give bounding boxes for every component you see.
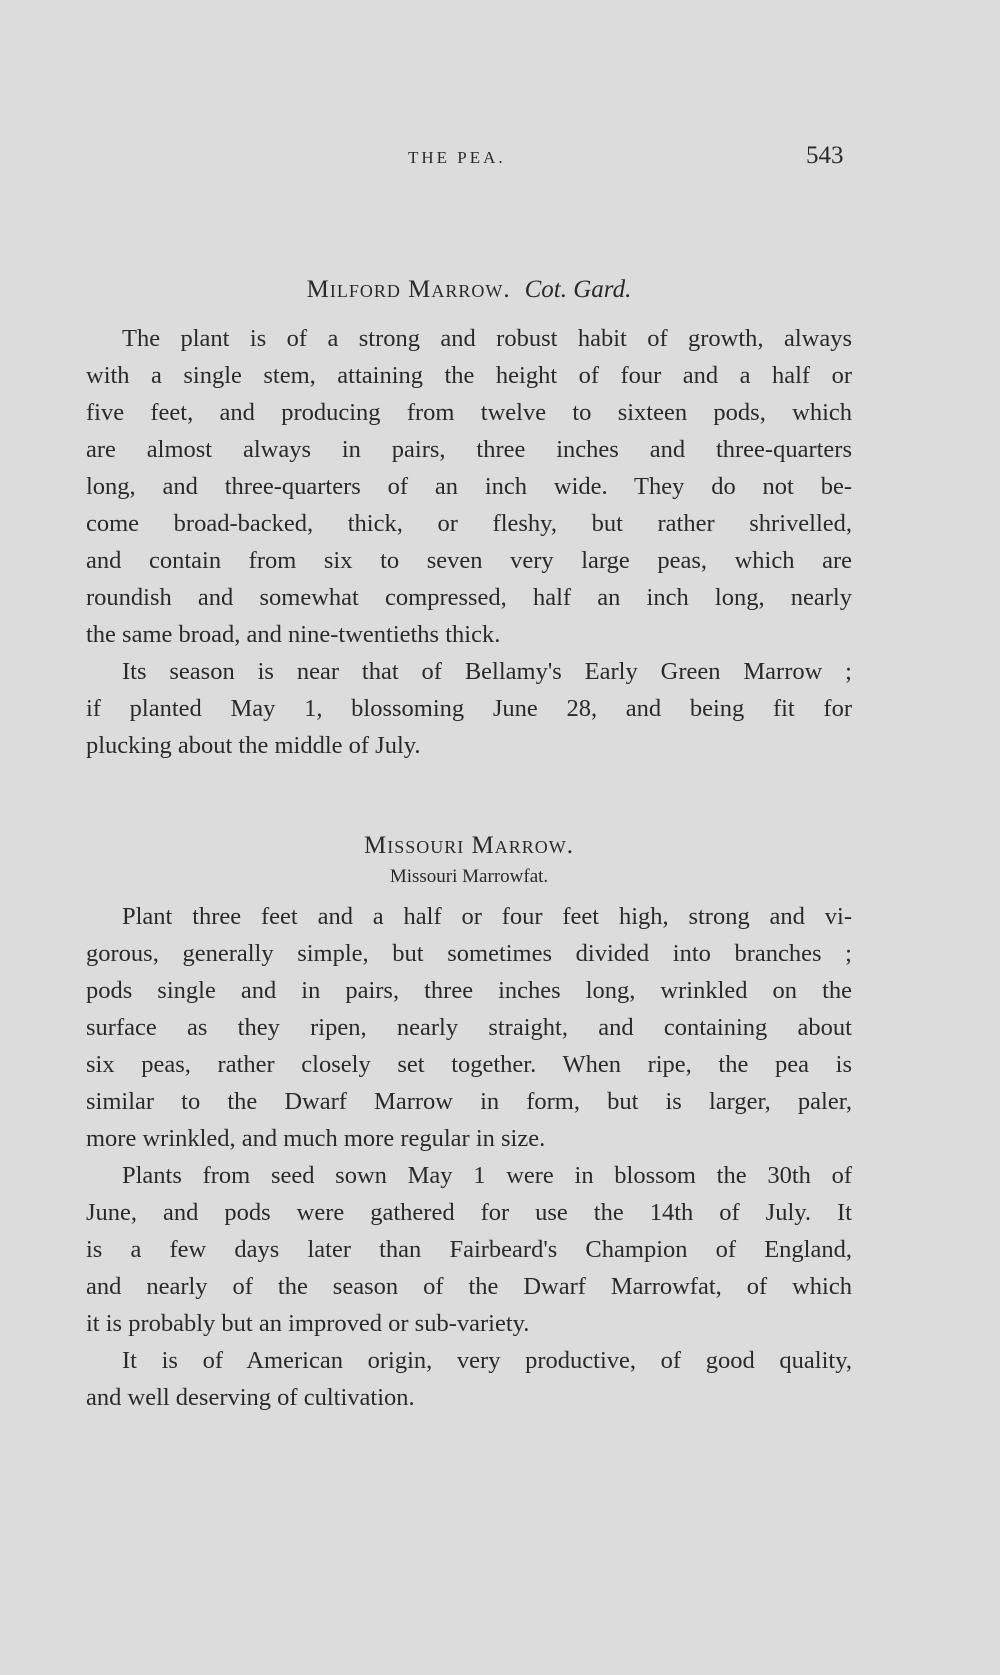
heading-title: Milford Marrow. (306, 276, 511, 303)
section-body (86, 898, 852, 1416)
section-heading (86, 276, 852, 304)
paragraph (86, 898, 852, 1157)
paragraph (86, 653, 852, 764)
text-line: it is probably but an improved or sub-variety. (86, 1310, 530, 1337)
text-line: if planted May 1, blossoming June 28, and being fit for (86, 695, 852, 722)
text-line: similar to the Dwarf Marrow in form, but is larger, paler, (86, 1088, 852, 1115)
text-line: come broad-backed, thick, or fleshy, but rather shrivelled, (86, 510, 852, 537)
text-line: and well deserving of cultivation. (86, 1384, 415, 1411)
page-number: 543 (806, 142, 844, 169)
text-line: The plant is of a strong and robust habit of growth, always (122, 325, 852, 352)
running-title: THE PEA. (408, 148, 506, 167)
text-line: the same broad, and nine-twentieths thick. (86, 621, 501, 648)
text-line: are almost always in pairs, three inches and three-quarters (86, 436, 852, 463)
section-body (86, 320, 852, 764)
section-subtitle: Missouri Marrowfat. (389, 866, 549, 887)
section-heading: Missouri Marrow. (364, 832, 574, 859)
text-line: Plant three feet and a half or four feet high, strong and vi- (122, 903, 852, 930)
heading-source: Cot. Gard. (524, 276, 632, 303)
text-line: June, and pods were gathered for use the 14th of July. It (86, 1199, 852, 1226)
text-line: Plants from seed sown May 1 were in blossom the 30th of (122, 1162, 852, 1189)
text-line: is a few days later than Fairbeard's Champion of England, (86, 1236, 852, 1263)
text-line: five feet, and producing from twelve to sixteen pods, which (86, 399, 852, 426)
paragraph (86, 1157, 852, 1342)
text-line: Its season is near that of Bellamy's Early Green Marrow ; (122, 658, 852, 685)
text-line: gorous, generally simple, but sometimes divided into branches ; (86, 940, 852, 967)
text-line: with a single stem, attaining the height of four and a half or (86, 362, 852, 389)
text-line: long, and three-quarters of an inch wide. They do not be- (86, 473, 852, 500)
text-line: pods single and in pairs, three inches long, wrinkled on the (86, 977, 852, 1004)
paragraph (86, 320, 852, 653)
text-line: six peas, rather closely set together. When ripe, the pea is (86, 1051, 852, 1078)
text-line: and nearly of the season of the Dwarf Marrowfat, of which (86, 1273, 852, 1300)
section-milford-marrow (86, 276, 852, 764)
text-line: surface as they ripen, nearly straight, and containing about (86, 1014, 852, 1041)
text-line: plucking about the middle of July. (86, 732, 421, 759)
text-line: more wrinkled, and much more regular in size. (86, 1125, 546, 1152)
text-line: It is of American origin, very productive, of good quality, (122, 1347, 852, 1374)
section-missouri-marrow (86, 832, 852, 1416)
text-line: and contain from six to seven very large peas, which are (86, 547, 852, 574)
paragraph (86, 1342, 852, 1416)
text-line: roundish and somewhat compressed, half an inch long, nearly (86, 584, 852, 611)
